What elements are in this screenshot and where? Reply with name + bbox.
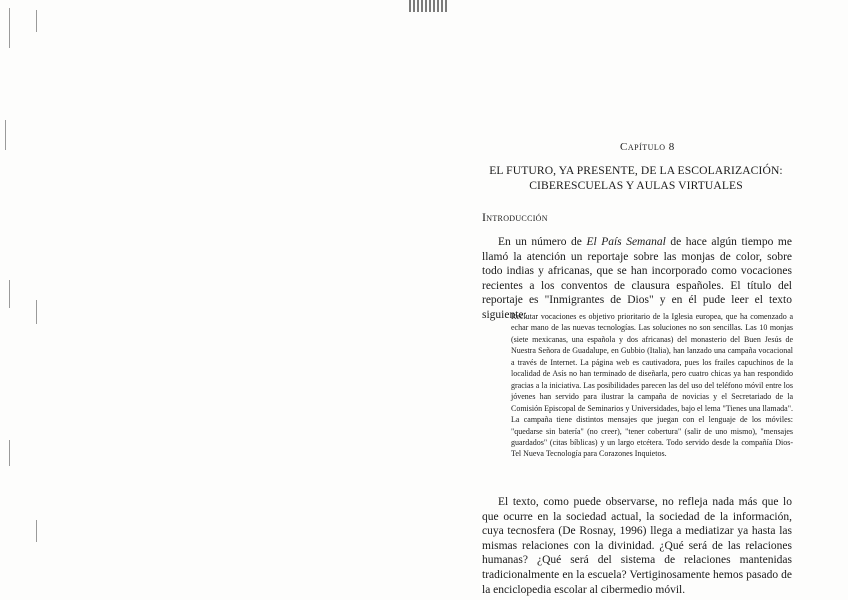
- intro-text-start: En un número de: [498, 236, 587, 248]
- magazine-title: El País Semanal: [586, 236, 666, 248]
- binding-gutter-shadow: [0, 0, 62, 600]
- intro-paragraph: [482, 235, 792, 323]
- section-heading: Introducción: [482, 210, 548, 224]
- chapter-title: EL FUTURO, YA PRESENTE, DE LA ESCOLARIZACIÓN: CIBERESCUELAS Y AULAS VIRTUALES: [489, 164, 783, 192]
- scan-artifact: [409, 0, 449, 12]
- intro-text-end: de hace algún tiempo me llamó la atención un reportaje sobre las monjas de color, sobre todo indias y africanas, que se han incorporado como vocaciones recientes a los conventos de clausura españoles. El título del reportaje es "Inmigrantes de Dios" y en él pude leer el texto siguiente:: [482, 236, 792, 321]
- block-quote: Reclutar vocaciones es objetivo prioritario de la Iglesia europea, que ha comenzado a echar mano de las nuevas tecnologías. Las soluciones no son sencillas. Las 10 monjas (siete mexicanas, una española y dos africanas) del monasterio del Buen Jesús de Nuestra Señora de Guadalupe, en Gubbio (Italia), han lanzado una campaña vocacional a través de Internet. La página web es cautivadora, pues los frailes capuchinos de la localidad de Asís no han terminado de diseñarla, pero cuatro chicas ya han respondido gracias a la iniciativa. Las posibilidades parecen las del uso del teléfono móvil entre los jóvenes han servido para ilustrar la campaña de novicias y el Secretariado de la Comisión Episcopal de Seminarios y Universidades, bajo el lema "Tienes una llamada". La campaña tiene distintos mensajes que juegan con el lenguaje de los móviles: "quedarse sin batería" (no creer), "tener cobertura" (salir de uno mismo), "mensajes guardados" (citas bíblicas) y un largo etcétera. Todo servido desde la compañía Dios-Tel Nueva Tecnología para Corazones Inquietos.: [511, 312, 793, 459]
- closing-paragraph: El texto, como puede observarse, no refleja nada más que lo que ocurre en la sociedad actual, la sociedad de la información, cuya tecnosfera (De Rosnay, 1996) llega a mediatizar ya hasta las mismas relaciones con la divinidad. ¿Qué será de las relaciones humanas? ¿Qué será del sistema de relaciones mantenidas tradicionalmente en la escuela? Vertiginosamente hemos pasado de la enciclopedia escolar al cibermedio móvil.: [482, 496, 792, 596]
- chapter-label: Capítulo 8: [620, 141, 675, 153]
